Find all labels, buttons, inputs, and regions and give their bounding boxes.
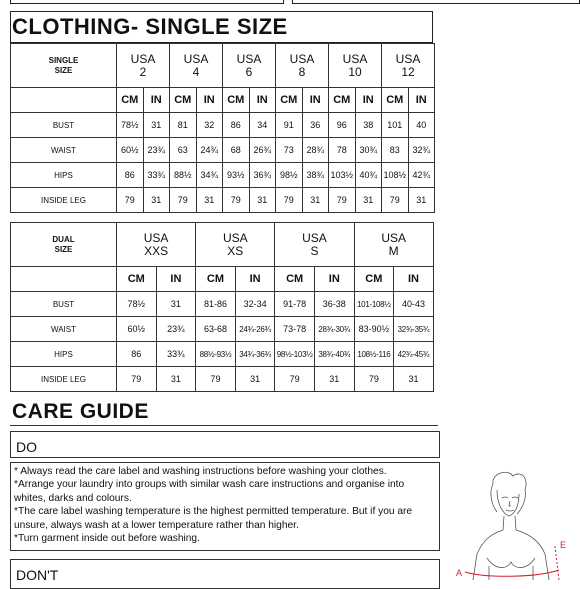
row-label: WAIST [11,138,117,163]
table-cell: 40-43 [394,292,434,317]
table-cell: 32¾ [408,138,435,163]
table-cell: 83 [382,138,409,163]
do-header-box [10,431,440,458]
table-cell: 78½ [117,292,157,317]
table-cell: 63-68 [196,317,236,342]
size-col-header: USA 4 [170,44,223,88]
table-cell: 40¾ [355,163,382,188]
table-cell: 86 [117,342,157,367]
table-cell: 26¾ [249,138,276,163]
table-cell: 60½ [117,317,157,342]
table-cell: 79 [223,188,250,213]
table-cell: 88½ [170,163,197,188]
table-cell: 79 [329,188,356,213]
unit-cm: CM [117,88,144,113]
table-cell: 31 [249,188,276,213]
figure-outline [473,472,549,580]
table-cell: 101-108½ [354,292,394,317]
care-guide-title: CARE GUIDE [12,400,149,423]
unit-in: IN [143,88,170,113]
top-partial-box-right [292,0,580,4]
unit-in: IN [156,267,196,292]
units-row-blank [11,267,117,292]
marker-a: A [456,568,463,578]
top-partial-box-left [10,0,284,4]
unit-in: IN [302,88,329,113]
do-list [10,462,440,551]
unit-cm: CM [354,267,394,292]
table-cell: 31 [196,188,223,213]
table-cell: 31 [235,367,275,392]
table-cell: 31 [394,367,434,392]
table-cell: 38¾-40¾ [314,342,354,367]
table-cell: 31 [355,188,382,213]
do-label: DO [16,439,37,455]
care-guide-divider [10,425,438,426]
table-cell: 63 [170,138,197,163]
table-cell: 32-34 [235,292,275,317]
table-cell: 78 [329,138,356,163]
clothing-title: CLOTHING- SINGLE SIZE [12,14,288,39]
size-col-header: USA 2 [117,44,170,88]
table-cell: 103½ [329,163,356,188]
table-cell: 73-78 [275,317,315,342]
table-cell: 24¾-26¾ [235,317,275,342]
table-cell: 36¾ [249,163,276,188]
table-cell: 79 [382,188,409,213]
table-cell: 79 [117,188,144,213]
table-cell: 91 [276,113,303,138]
table-row [11,188,435,213]
table-cell: 81 [170,113,197,138]
table-cell: 79 [170,188,197,213]
table-cell: 23¾ [143,138,170,163]
table-cell: 31 [314,367,354,392]
unit-cm: CM [170,88,197,113]
table-cell: 86 [223,113,250,138]
row-label: BUST [11,292,117,317]
single-size-header-line1: SINGLE [48,55,79,65]
table-cell: 30¾ [355,138,382,163]
table-cell: 32¾-35¾ [394,317,434,342]
table-row [11,317,434,342]
unit-cm: CM [223,88,250,113]
table-cell: 34¾ [196,163,223,188]
unit-in: IN [355,88,382,113]
table-cell: 108½ [382,163,409,188]
table-cell: 79 [196,367,236,392]
unit-cm: CM [117,267,157,292]
unit-cm: CM [196,267,236,292]
row-label: HIPS [11,163,117,188]
table-cell: 31 [143,188,170,213]
row-label: INSIDE LEG [11,188,117,213]
marker-e: E [560,540,567,550]
table-row [11,367,434,392]
table-cell: 81-86 [196,292,236,317]
table-cell: 40 [408,113,435,138]
table-row [11,292,434,317]
table-cell: 68 [223,138,250,163]
table-cell: 79 [276,188,303,213]
table-row [11,113,435,138]
size-col-header: USA 10 [329,44,382,88]
table-cell: 93½ [223,163,250,188]
table-cell: 31 [143,113,170,138]
dont-label: DON'T [16,567,59,583]
table-cell: 60½ [117,138,144,163]
size-col-header: USA 6 [223,44,276,88]
single-size-table [10,43,435,213]
unit-in: IN [394,267,434,292]
unit-in: IN [235,267,275,292]
unit-cm: CM [276,88,303,113]
size-col-header: USA XS [196,223,275,267]
row-label: BUST [11,113,117,138]
do-item: *Arrange your laundry into groups with similar wash care instructions and organise into whites, darks and colours. [14,479,405,504]
table-cell: 91-78 [275,292,315,317]
single-size-header-line2: SIZE [54,65,73,75]
row-label: HIPS [11,342,117,367]
table-cell: 33¾ [143,163,170,188]
do-item: * Always read the care label and washing instructions before washing your clothes. [14,466,387,477]
table-row [11,138,435,163]
table-cell: 98½ [276,163,303,188]
row-label: WAIST [11,317,117,342]
table-cell: 31 [156,292,196,317]
table-cell: 98½-103½ [275,342,315,367]
table-cell: 96 [329,113,356,138]
size-col-header: USA 8 [276,44,329,88]
table-cell: 31 [156,367,196,392]
table-cell: 42¾ [408,163,435,188]
table-cell: 78½ [117,113,144,138]
unit-in: IN [249,88,276,113]
table-cell: 101 [382,113,409,138]
table-cell: 79 [354,367,394,392]
table-cell: 42¾-45¾ [394,342,434,367]
table-cell: 38 [355,113,382,138]
table-cell: 36 [302,113,329,138]
table-cell: 34¾-36¾ [235,342,275,367]
table-cell: 79 [275,367,315,392]
table-cell: 31 [302,188,329,213]
table-cell: 31 [408,188,435,213]
table-cell: 36-38 [314,292,354,317]
table-row [11,342,434,367]
table-cell: 32 [196,113,223,138]
units-row-blank [11,88,117,113]
table-cell: 28¾ [302,138,329,163]
table-cell: 108½-116 [354,342,394,367]
row-label: INSIDE LEG [11,367,117,392]
dont-header-box [10,559,440,589]
size-col-header: USA 12 [382,44,435,88]
single-size-header [11,44,117,88]
size-col-header: USA M [354,223,433,267]
unit-cm: CM [329,88,356,113]
table-cell: 24¾ [196,138,223,163]
table-cell: 38¾ [302,163,329,188]
unit-in: IN [408,88,435,113]
dual-size-table [10,222,434,392]
table-row [11,163,435,188]
size-col-header: USA XXS [117,223,196,267]
table-cell: 88½-93½ [196,342,236,367]
dual-size-header-line1: DUAL [52,234,75,244]
dual-size-header-line2: SIZE [54,244,73,254]
table-cell: 28¾-30¾ [314,317,354,342]
unit-in: IN [314,267,354,292]
table-cell: 73 [276,138,303,163]
table-cell: 33¾ [156,342,196,367]
table-cell: 83-90½ [354,317,394,342]
unit-in: IN [196,88,223,113]
table-cell: 34 [249,113,276,138]
unit-cm: CM [382,88,409,113]
unit-cm: CM [275,267,315,292]
table-cell: 86 [117,163,144,188]
measurement-figure-illustration [455,470,580,580]
do-item: *The care label washing temperature is the highest permitted temperature. But if you are unsure, always wash at a lower temperature rather than higher. [14,506,413,531]
table-cell: 23¾ [156,317,196,342]
table-cell: 79 [117,367,157,392]
do-item: *Turn garment inside out before washing. [14,533,200,545]
size-col-header: USA S [275,223,354,267]
dual-size-header [11,223,117,267]
